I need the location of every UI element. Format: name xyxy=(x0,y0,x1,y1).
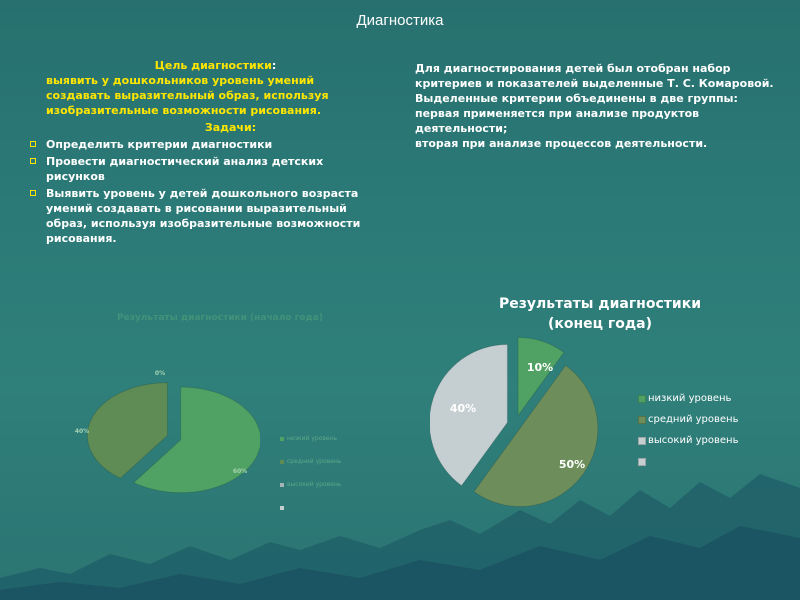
slide-title: Диагностика xyxy=(356,12,444,29)
legend-swatch xyxy=(638,395,646,403)
legend-item xyxy=(280,473,341,496)
goal-heading xyxy=(58,58,373,73)
task-item xyxy=(28,137,373,152)
data-label: 40% xyxy=(449,402,477,415)
task-text: Провести диагностический анализ детских рисунков xyxy=(46,155,324,183)
data-label: 40% xyxy=(74,428,90,435)
chart-legend xyxy=(280,427,341,519)
data-label: 0% xyxy=(154,370,166,377)
legend-item xyxy=(638,388,739,409)
goal-heading-text: Цель диагностики xyxy=(154,59,272,72)
bullet-icon xyxy=(30,141,36,147)
task-text: Определить критерии диагностики xyxy=(46,138,273,151)
legend-item xyxy=(280,427,341,450)
data-label: 60% xyxy=(232,468,248,475)
legend-swatch xyxy=(638,458,646,466)
pie-chart-2 xyxy=(430,290,630,520)
goal-text: выявить у дошкольников уровень умений создавать выразительный образ, используя изобразительные возможности рисования. xyxy=(46,74,329,117)
pie-chart-start-of-year xyxy=(60,305,400,525)
criteria-paragraph: Для диагностирования детей был отобран набор критериев и показателей выделенные Т. С. Комаровой. xyxy=(415,62,774,90)
legend-swatch xyxy=(638,416,646,424)
legend-label: высокий уровень xyxy=(648,435,739,446)
task-item xyxy=(28,186,373,246)
legend-label: средний уровень xyxy=(287,458,342,465)
tasks-heading: Задачи: xyxy=(204,121,257,134)
pie-chart-end-of-year xyxy=(430,290,790,520)
bullet-icon xyxy=(30,158,36,164)
chart-title-text: Результаты диагностики (конец года) xyxy=(498,296,702,332)
goals-tasks-block xyxy=(28,58,373,246)
legend-label: низкий уровень xyxy=(287,435,338,442)
bullet-icon xyxy=(30,190,36,196)
legend-item xyxy=(638,451,739,472)
legend-item xyxy=(638,430,739,451)
legend-item xyxy=(638,409,739,430)
criteria-description xyxy=(415,61,775,151)
legend-swatch xyxy=(638,437,646,445)
task-item xyxy=(28,154,373,184)
chart-legend xyxy=(638,388,739,472)
legend-swatch xyxy=(280,483,284,487)
task-text: Выявить уровень у детей дошкольного возраста умений создавать в рисовании выразительный образ, используя изобразительные возможности рисования. xyxy=(46,187,361,245)
data-label: 10% xyxy=(526,361,554,374)
criteria-paragraph: первая применяется при анализе продуктов деятельности; xyxy=(415,107,700,135)
legend-swatch xyxy=(280,460,284,464)
legend-item xyxy=(280,450,341,473)
chart-title: Результаты диагностики (начало года) xyxy=(117,313,323,323)
legend-label: высокий уровень xyxy=(287,481,342,488)
data-label: 50% xyxy=(558,458,586,471)
legend-swatch xyxy=(280,506,284,510)
legend-label: низкий уровень xyxy=(648,393,732,404)
legend-item xyxy=(280,496,341,519)
pie-chart-1 xyxy=(60,305,260,525)
criteria-paragraph: Выделенные критерии объединены в две группы: xyxy=(415,92,738,105)
goal-heading-colon: : xyxy=(271,59,277,72)
legend-label: средний уровень xyxy=(648,414,739,425)
criteria-paragraph: вторая при анализе процессов деятельности. xyxy=(415,137,708,150)
legend-swatch xyxy=(280,437,284,441)
